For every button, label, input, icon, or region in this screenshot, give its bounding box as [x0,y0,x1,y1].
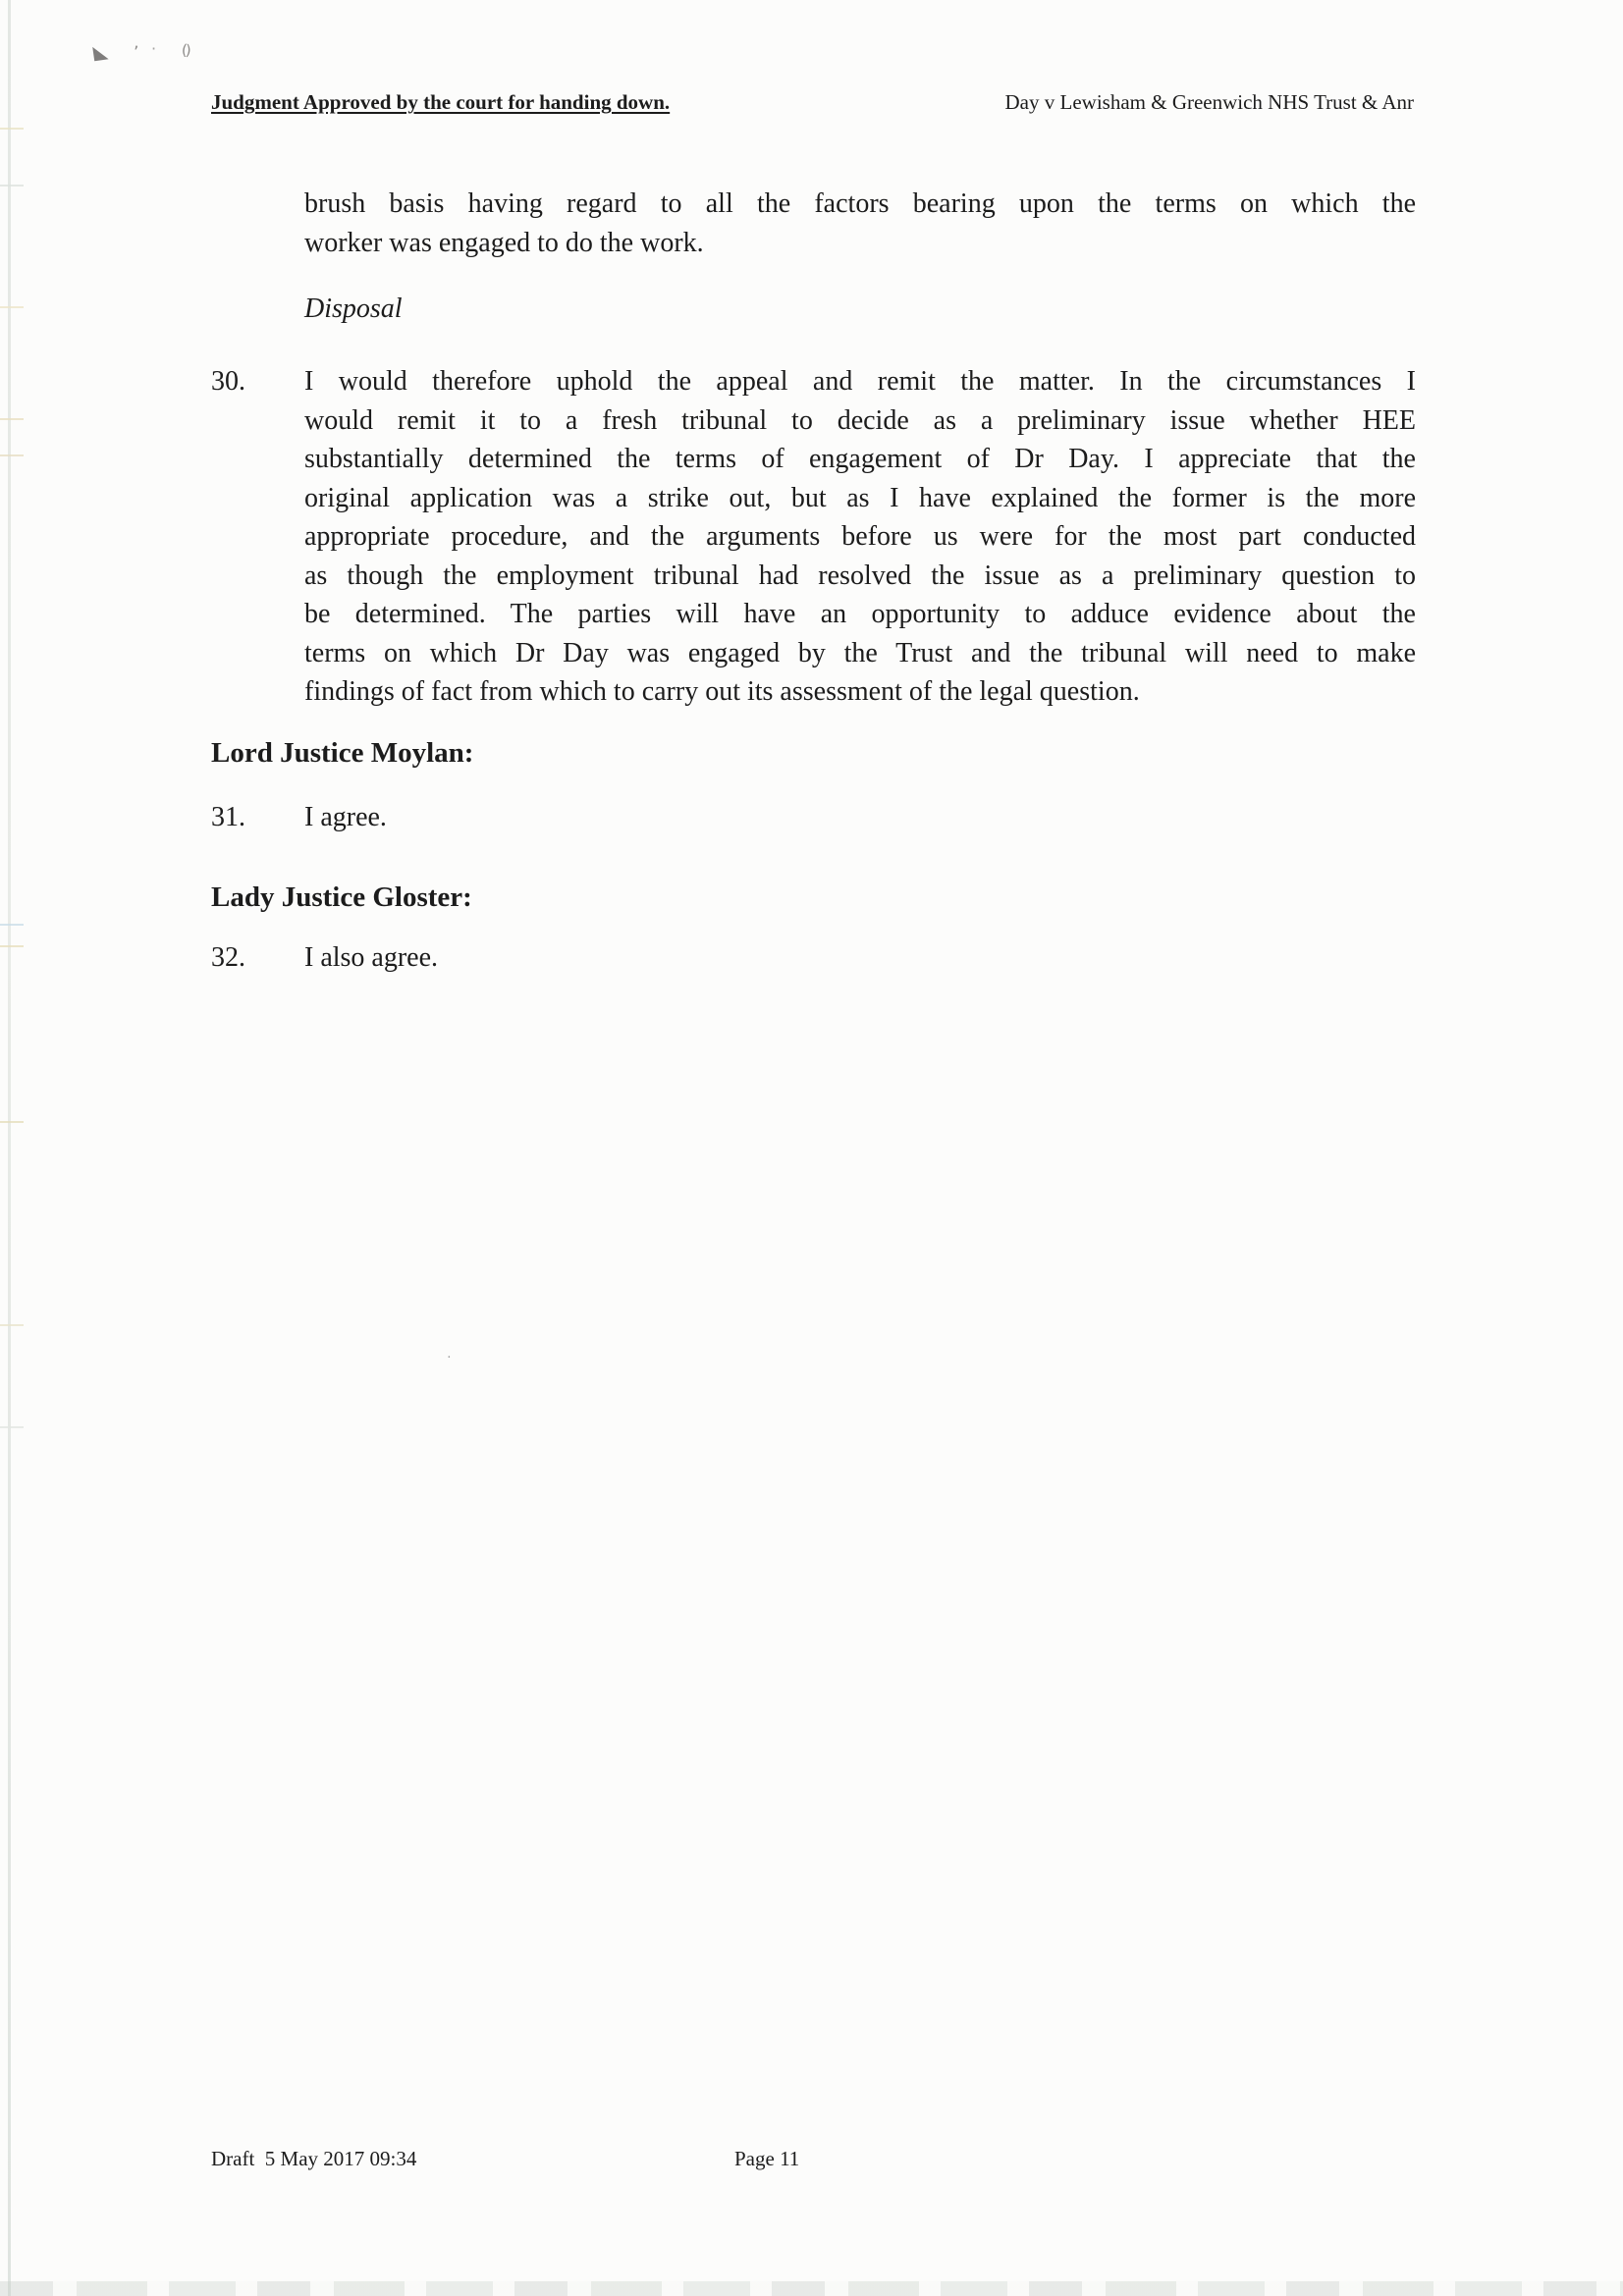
scan-tick [0,924,24,926]
paragraph-line: substantially determined the terms of engagement of Dr Day. I appreciate that the [304,444,1416,474]
paragraph-30 [304,362,1416,712]
scan-tick [0,306,24,308]
footer-page-number: Page 11 [734,2147,800,2170]
paragraph-line: terms on which Dr Day was engaged by the Trust and the tribunal will need to make [304,637,1416,668]
scan-edge-band [0,2281,1623,2296]
scan-tick [0,1324,24,1326]
scan-tick [0,128,24,130]
paragraph-line: original application was a strike out, but as I have explained the former is the more [304,482,1416,513]
paragraph-line: findings of fact from which to carry out its assessment of the legal question. [304,676,1140,707]
paragraph-line: be determined. The parties will have an opportunity to adduce evidence about the [304,599,1416,629]
footer-draft-timestamp: Draft 5 May 2017 09:34 [211,2147,417,2170]
header-approval-notice: Judgment Approved by the court for handing down. [211,90,671,114]
paragraph-31: I agree. [304,802,387,832]
scan-tick [0,1121,24,1123]
paragraph-line: would remit it to a fresh tribunal to decide as a preliminary issue whether HEE [304,404,1416,436]
paragraph-number-30: 30. [211,366,245,397]
scan-artifact-curve: () [181,40,190,60]
paragraph-line: worker was engaged to do the work. [304,227,704,258]
scan-tick [0,1426,24,1428]
paragraph-line: appropriate procedure, and the arguments before us were for the most part conducted [304,521,1416,552]
paragraph-32: I also agree. [304,942,439,973]
scan-artifact-mark: ʼ [134,43,139,63]
header-case-name: Day v Lewisham & Greenwich NHS Trust & Anr [1004,90,1414,114]
judge-heading-gloster: Lady Justice Gloster: [211,881,472,913]
scan-tick [0,454,24,456]
paragraph-line: I would therefore uphold the appeal and remit the matter. In the circumstances I [304,366,1416,397]
scan-edge-line [8,0,11,2296]
scan-artifact-blob: ◣ [91,40,110,64]
paragraph-number-32: 32. [211,942,245,973]
scan-tick [0,185,24,187]
paragraph-continuation [304,185,1416,262]
scan-artifact-dot: · [151,39,157,58]
scan-artifact-speck: · [447,1351,452,1365]
paragraph-line: as though the employment tribunal had resolved the issue as a preliminary question to [304,560,1416,591]
section-heading-disposal: Disposal [304,294,403,324]
judge-heading-moylan: Lord Justice Moylan: [211,737,474,769]
scan-tick [0,945,24,947]
paragraph-line: brush basis having regard to all the factors bearing upon the terms on which the [304,188,1416,219]
scan-tick [0,418,24,420]
paragraph-number-31: 31. [211,802,245,832]
